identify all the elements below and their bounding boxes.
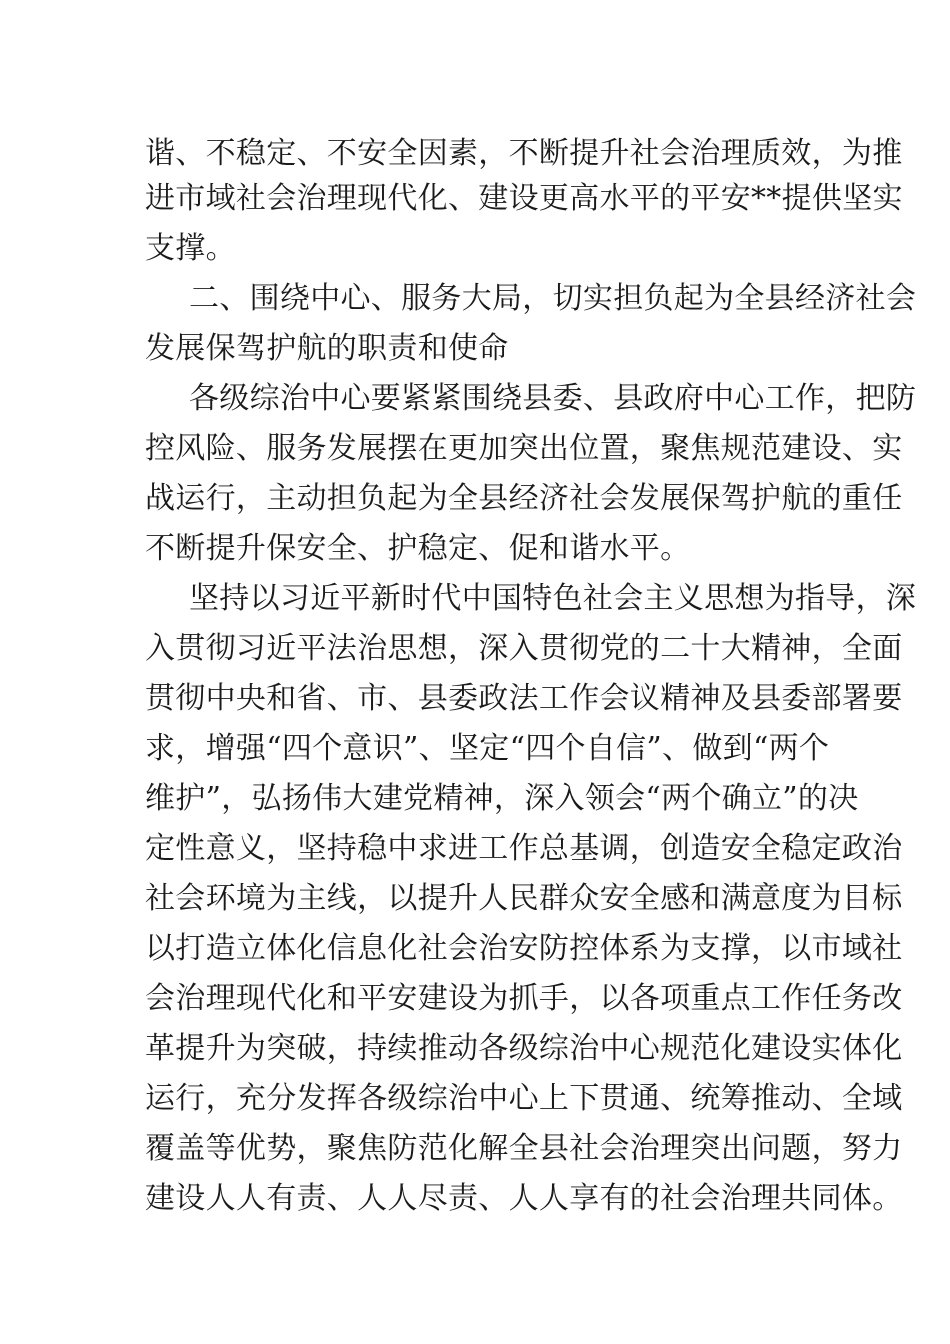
text-line: 覆盖等优势，聚焦防范化解全县社会治理突出问题，努力 <box>145 1131 903 1166</box>
text-line: 支撑。 <box>145 231 236 266</box>
text-line: 战运行，主动担负起为全县经济社会发展保驾护航的重任 <box>145 481 903 516</box>
text-line: 控风险、服务发展摆在更加突出位置，聚焦规范建设、实 <box>145 431 903 466</box>
section-heading-line: 二、围绕中心、服务大局，切实担负起为全县经济社会 <box>189 281 917 316</box>
text-line: 会治理现代化和平安建设为抓手，以各项重点工作任务改 <box>145 981 903 1016</box>
text-line: 定性意义，坚持稳中求进工作总基调，创造安全稳定政治 <box>145 831 903 866</box>
text-line: 谐、不稳定、不安全因素，不断提升社会治理质效，为推 <box>145 136 903 171</box>
text-line: 建设人人有责、人人尽责、人人享有的社会治理共同体。 <box>145 1181 903 1216</box>
text-line: 坚持以习近平新时代中国特色社会主义思想为指导，深 <box>189 581 917 616</box>
section-heading-line: 发展保驾护航的职责和使命 <box>145 331 509 366</box>
text-line: 进市域社会治理现代化、建设更高水平的平安**提供坚实 <box>145 181 903 216</box>
text-line: 社会环境为主线，以提升人民群众安全感和满意度为目标 <box>145 881 903 916</box>
text-line: 维护”，弘扬伟大建党精神，深入领会“两个确立”的决 <box>145 781 859 816</box>
text-line: 求，增强“四个意识”、坚定“四个自信”、做到“两个 <box>145 731 830 766</box>
text-line: 贯彻中央和省、市、县委政法工作会议精神及县委部署要 <box>145 681 903 716</box>
text-line: 不断提升保安全、护稳定、促和谐水平。 <box>145 531 691 566</box>
text-line: 运行，充分发挥各级综治中心上下贯通、统筹推动、全域 <box>145 1081 903 1116</box>
text-line: 以打造立体化信息化社会治安防控体系为支撑，以市域社 <box>145 931 903 966</box>
text-line: 革提升为突破，持续推动各级综治中心规范化建设实体化 <box>145 1031 903 1066</box>
text-line: 各级综治中心要紧紧围绕县委、县政府中心工作，把防 <box>189 381 917 416</box>
text-line: 入贯彻习近平法治思想，深入贯彻党的二十大精神，全面 <box>145 631 903 666</box>
